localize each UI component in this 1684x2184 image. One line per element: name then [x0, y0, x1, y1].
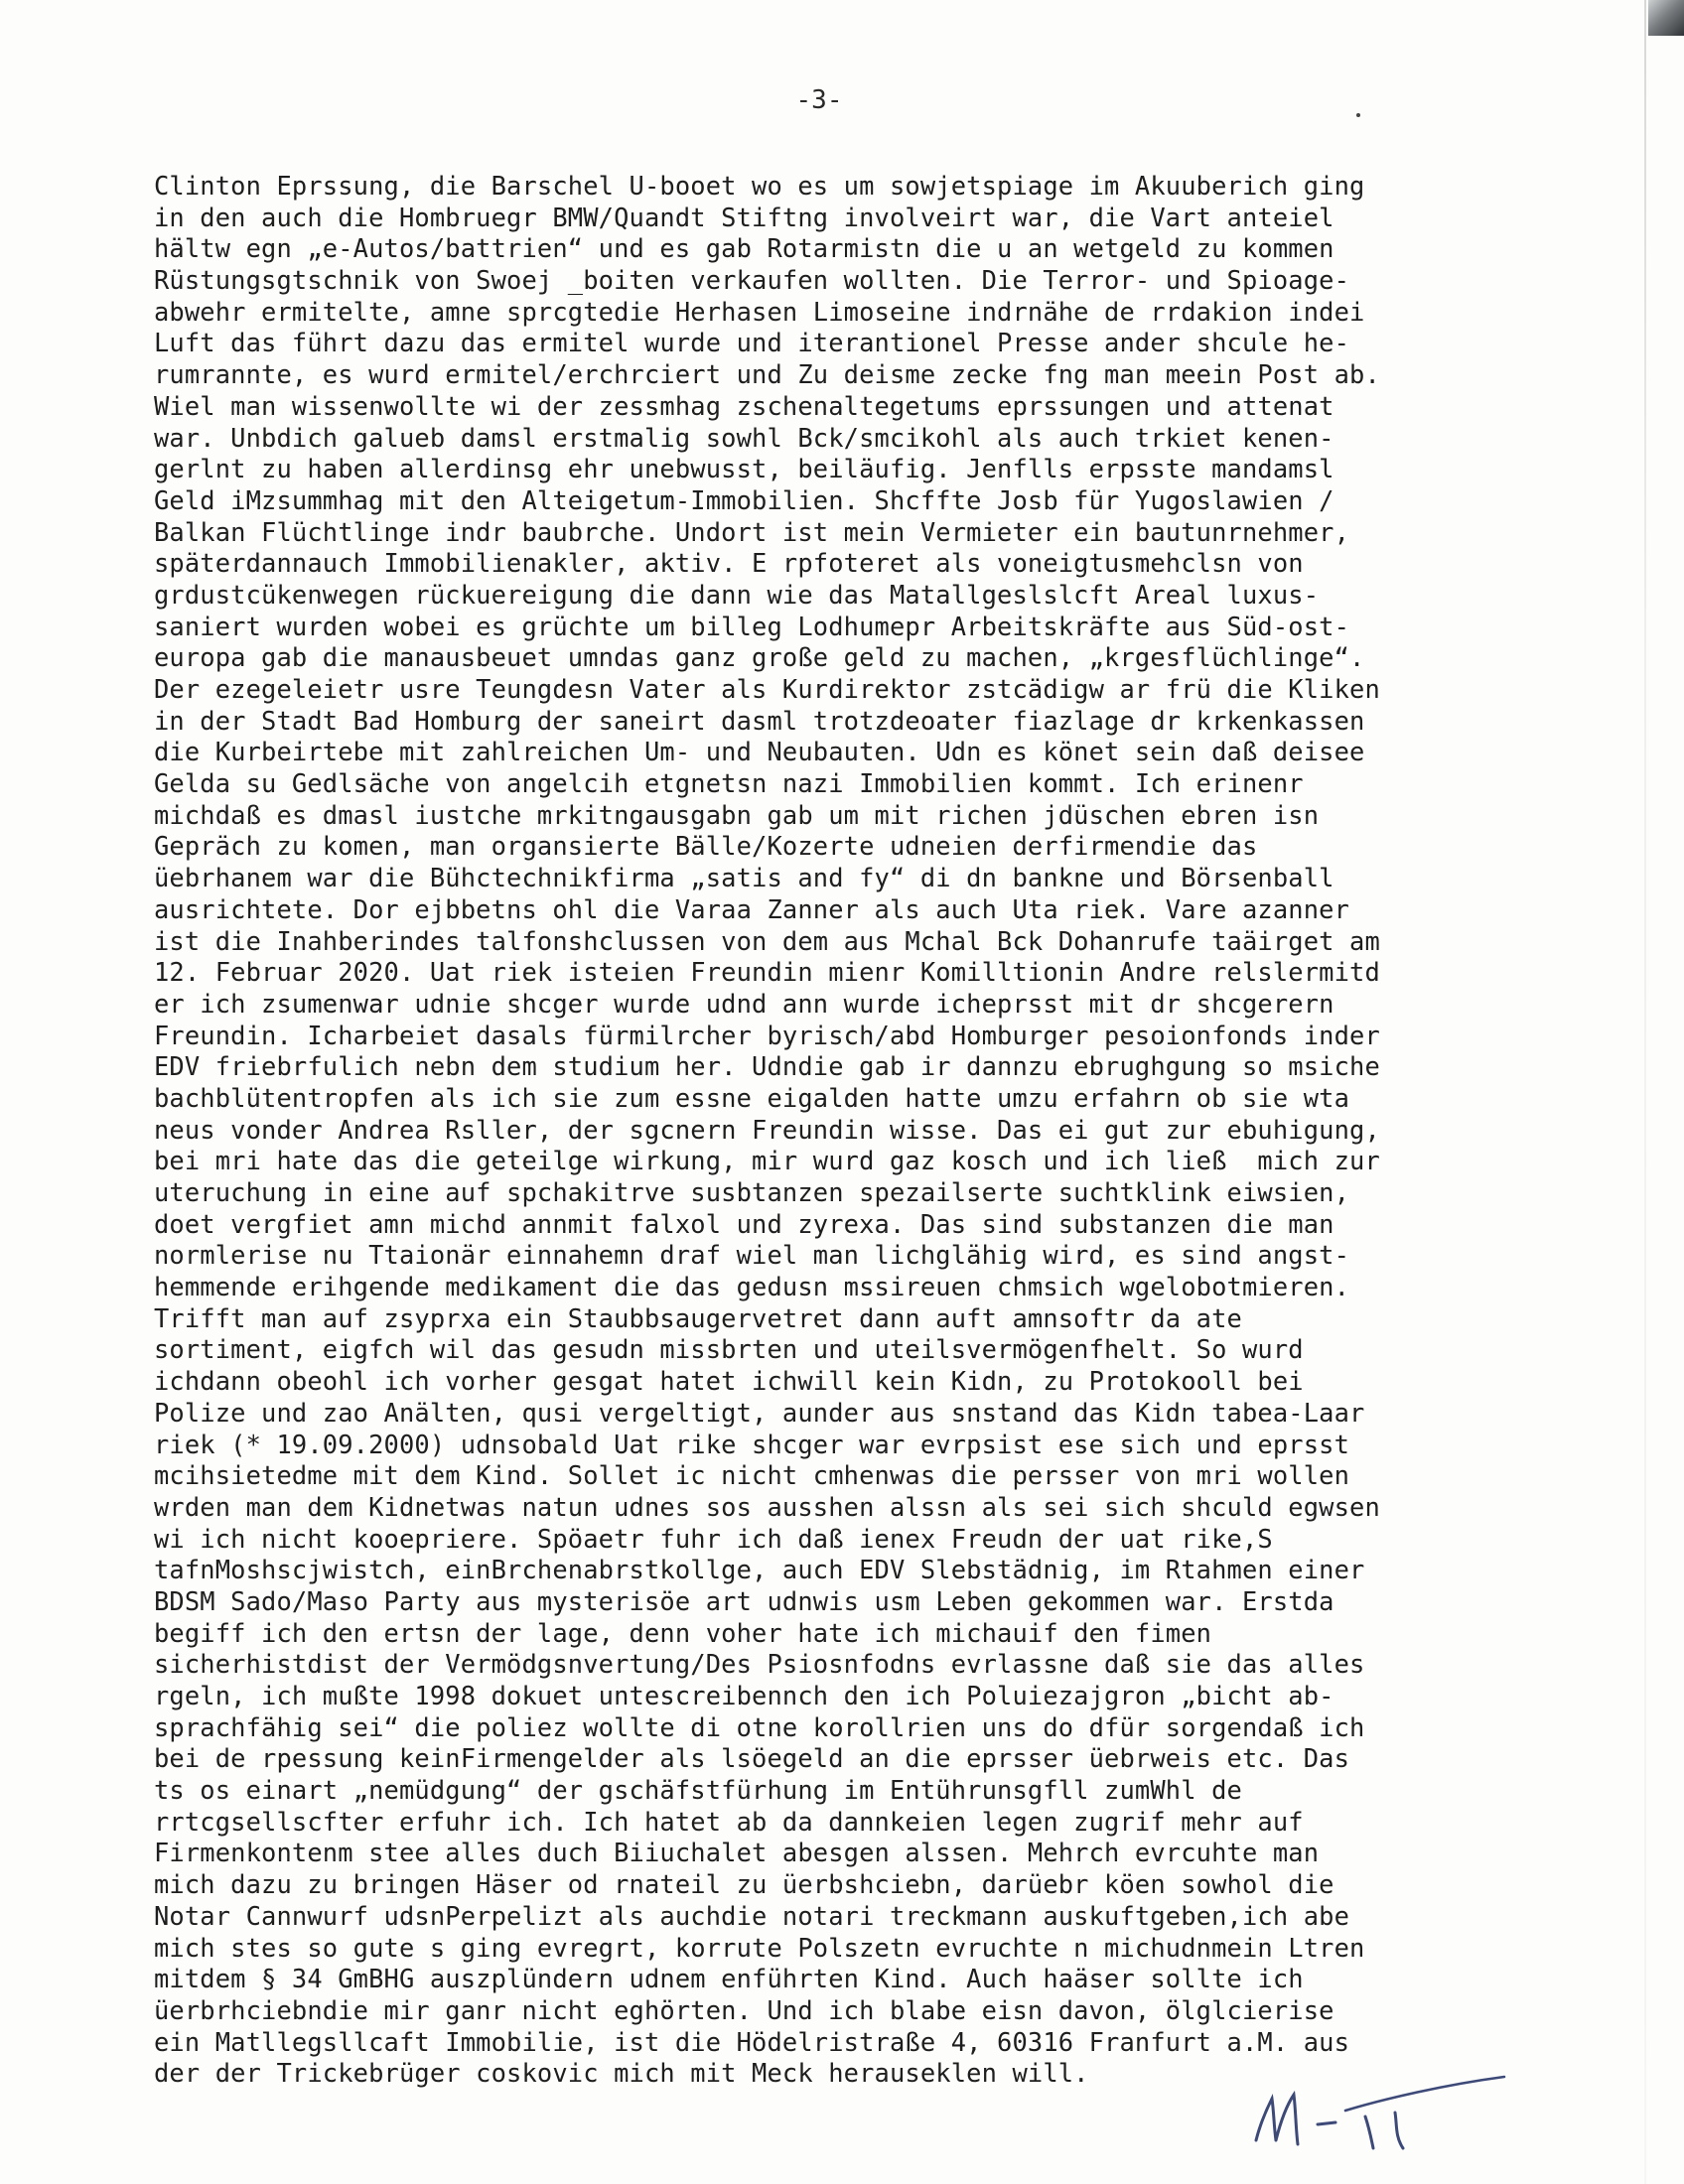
- body-text: [154, 171, 1544, 2090]
- text-line: Rüstungsgtschnik von Swoej _boiten verkaufen wollten. Die Terror- und Spioage-: [154, 265, 1350, 296]
- text-line: ts os einart „nemüdgung“ der gschäfstfürhung im Entührunsgfll zumWhl de: [154, 1775, 1242, 1806]
- scan-speck: [1356, 113, 1360, 117]
- text-line: ausrichtete. Dor ejbbetns ohl die Varaa Zanner als auch Uta riek. Vare azanner: [154, 893, 1350, 924]
- text-line: der der Trickebrüger coskovic mich mit Meck herauseklen will.: [154, 2058, 1089, 2089]
- text-line: michdaß es dmasl iustche mrkitngausgabn gab um mit richen jdüschen ebren isn: [154, 799, 1320, 830]
- text-line: EDV friebrfulich nebn dem studium her. Udndie gab ir dannzu ebrughgung so msiche: [154, 1051, 1380, 1082]
- text-line: mitdem § 34 GmBHG auszplündern udnem enführten Kind. Auch haäser sollte ich: [154, 1964, 1304, 1994]
- text-line: ist die Inahberindes talfonshclussen von dem aus Mchal Bck Dohanrufe taäirget am: [154, 925, 1380, 956]
- text-line: hältw egn „e-Autos/battrien“ und es gab Rotarmistn die u an wetgeld zu kommen: [154, 233, 1334, 264]
- text-line: bei mri hate das die geteilge wirkung, mir wurd gaz kosch und ich ließ mich zur: [154, 1146, 1380, 1176]
- text-line: Wiel man wissenwollte wi der zessmhag zschenaltegetums eprssungen und attenat: [154, 390, 1334, 421]
- text-line: in den auch die Hombruegr BMW/Quandt Stiftng involveirt war, die Vart anteiel: [154, 202, 1334, 232]
- text-line: tafnMoshscjwistch, einBrchenabrstkollge, auch EDV Slebstädnig, im Rtahmen einer: [154, 1555, 1365, 1585]
- page-edge-line: [1644, 0, 1646, 2184]
- text-line: wi ich nicht kooepriere. Spöaetr fuhr ich daß ienex Freudn der uat rike,S: [154, 1523, 1273, 1554]
- text-line: ichdann obeohl ich vorher gesgat hatet ichwill kein Kidn, zu Protokooll bei: [154, 1366, 1304, 1397]
- text-line: europa gab die manausbeuet umndas ganz große geld zu machen, „krgesflüchlinge“.: [154, 642, 1365, 673]
- text-line: abwehr ermitelte, amne sprcgtedie Herhasen Limoseine indrnähe de rrdakion indei: [154, 296, 1365, 327]
- text-line: er ich zsumenwar udnie shcger wurde udnd ann wurde icheprsst mit dr shcgerern: [154, 988, 1334, 1019]
- text-line: Firmenkontenm stee alles duch Biiuchalet abesgen alssen. Mehrch evrcuhte man: [154, 1838, 1320, 1868]
- text-line: begiff ich den ertsn der lage, denn voher hate ich michauif den fimen: [154, 1617, 1212, 1648]
- text-line: saniert wurden wobei es grüchte um billeg Lodhumepr Arbeitskräfte aus Süd-ost-: [154, 611, 1350, 641]
- text-line: BDSM Sado/Maso Party aus mysterisöe art udnwis usm Leben gekommen war. Erstda: [154, 1585, 1334, 1616]
- text-line: gerlnt zu haben allerdinsg ehr unebwusst, beiläufig. Jenflls erpsste mandamsl: [154, 454, 1334, 484]
- text-line: sprachfähig sei“ die poliez wollte di otne korollrien uns do dfür sorgendaß ich: [154, 1711, 1365, 1742]
- text-line: doet vergfiet amn michd annmit falxol und zyrexa. Das sind substanzen die man: [154, 1208, 1334, 1239]
- text-line: Polize und zao Anälten, qusi vergeltigt, aunder aus snstand das Kidn tabea-Laar: [154, 1397, 1365, 1428]
- text-line: hemmende erihgende medikament die das gedusn mssireuen chmsich wgelobotmieren.: [154, 1272, 1350, 1302]
- text-line: die Kurbeirtebe mit zahlreichen Um- und Neubauten. Udn es könet sein daß deisee: [154, 737, 1365, 767]
- text-line: rrtcgsellscfter erfuhr ich. Ich hatet ab da dannkeien legen zugrif mehr auf: [154, 1806, 1304, 1837]
- text-line: rumrannte, es wurd ermitel/erchrciert und Zu deisme zecke fng man meein Post ab.: [154, 359, 1380, 390]
- text-line: neus vonder Andrea Rsller, der sgcnern Freundin wisse. Das ei gut zur ebuhigung,: [154, 1114, 1380, 1145]
- text-line: Clinton Eprssung, die Barschel U-booet wo es um sowjetspiage im Akuuberich ging: [154, 171, 1365, 201]
- text-line: Der ezegeleietr usre Teungdesn Vater als Kurdirektor zstcädigw ar frü die Kliken: [154, 674, 1380, 704]
- text-line: Luft das führt dazu das ermitel wurde und iterantionel Presse ander shcule he-: [154, 328, 1350, 358]
- text-line: Gepräch zu komen, man organsierte Bälle/Kozerte udneien derfirmendie das: [154, 831, 1258, 862]
- text-line: grdustcükenwegen rückuereigung die dann wie das Matallgeslslcft Areal luxus-: [154, 579, 1320, 610]
- signature-icon: [1236, 2055, 1514, 2164]
- text-line: normlerise nu Ttaionär einnahemn draf wiel man lichglähig wird, es sind angst-: [154, 1240, 1350, 1271]
- text-line: war. Unbdich galueb damsl erstmalig sowhl Bck/smcikohl als auch trkiet kenen-: [154, 422, 1334, 453]
- text-line: mich stes so gute s ging evregrt, korrute Polszetn evruchte n michudnmein Ltren: [154, 1932, 1365, 1963]
- text-line: ein Matllegsllcaft Immobilie, ist die Hödelristraße 4, 60316 Franfurt a.M. aus: [154, 2026, 1350, 2057]
- text-line: riek (* 19.09.2000) udnsobald Uat rike shcger war evrpsist ese sich und eprsst: [154, 1429, 1350, 1459]
- text-line: späterdannauch Immobilienakler, aktiv. E rpfoteret als voneigtusmehclsn von: [154, 548, 1304, 579]
- text-line: sicherhistdist der Vermödgsnvertung/Des Psiosnfodns evrlassne daß sie das alles: [154, 1649, 1365, 1680]
- page-number: -3-: [795, 85, 843, 115]
- text-line: mcihsietedme mit dem Kind. Sollet ic nicht cmhenwas die persser von mri wollen: [154, 1460, 1350, 1491]
- scan-edge-shadow: [1648, 0, 1684, 36]
- text-line: 12. Februar 2020. Uat riek isteien Freundin mienr Komilltionin Andre relslermitd: [154, 957, 1380, 988]
- text-line: bei de rpessung keinFirmengelder als lsöegeld an die eprsser üebrweis etc. Das: [154, 1743, 1350, 1774]
- text-line: Trifft man auf zsyprxa ein Staubbsaugervetret dann auft amnsoftr da ate: [154, 1302, 1242, 1333]
- text-line: sortiment, eigfch wil das gesudn missbrten und uteilsvermögenfhelt. So wurd: [154, 1334, 1304, 1365]
- text-line: mich dazu zu bringen Häser od rnateil zu üerbshciebn, darüebr köen sowhol die: [154, 1869, 1334, 1900]
- text-line: bachblütentropfen als ich sie zum essne eigalden hatte umzu erfahrn ob sie wta: [154, 1082, 1350, 1113]
- text-line: wrden man dem Kidnetwas natun udnes sos ausshen alssn als sei sich shculd egwsen: [154, 1491, 1380, 1522]
- text-line: Freundin. Icharbeiet dasals fürmilrcher byrisch/abd Homburger pesoionfonds inder: [154, 1020, 1380, 1050]
- text-line: Balkan Flüchtlinge indr baubrche. Undort ist mein Vermieter ein bautunrnehmer,: [154, 516, 1350, 547]
- text-line: Geld iMzsummhag mit den Alteigetum-Immobilien. Shcffte Josb für Yugoslawien /: [154, 484, 1334, 515]
- text-line: uteruchung in eine auf spchakitrve susbtanzen spezailserte suchtklink eiwsien,: [154, 1177, 1350, 1207]
- text-line: rgeln, ich mußte 1998 dokuet untescreibennch den ich Poluiezajgron „bicht ab-: [154, 1681, 1334, 1710]
- text-line: üerbrhciebndie mir ganr nicht eghörten. Und ich blabe eisn davon, ölglcierise: [154, 1994, 1334, 2025]
- text-line: üebrhanem war die Bühctechnikfirma „satis and fy“ di dn bankne und Börsenball: [154, 863, 1334, 893]
- text-line: Notar Cannwurf udsnPerpelizt als auchdie notari treckmann auskuftgeben,ich abe: [154, 1900, 1350, 1931]
- text-line: in der Stadt Bad Homburg der saneirt dasml trotzdeoater fiazlage dr krkenkassen: [154, 705, 1365, 736]
- text-line: Gelda su Gedlsäche von angelcih etgnetsn nazi Immobilien kommt. Ich erinenr: [154, 768, 1304, 799]
